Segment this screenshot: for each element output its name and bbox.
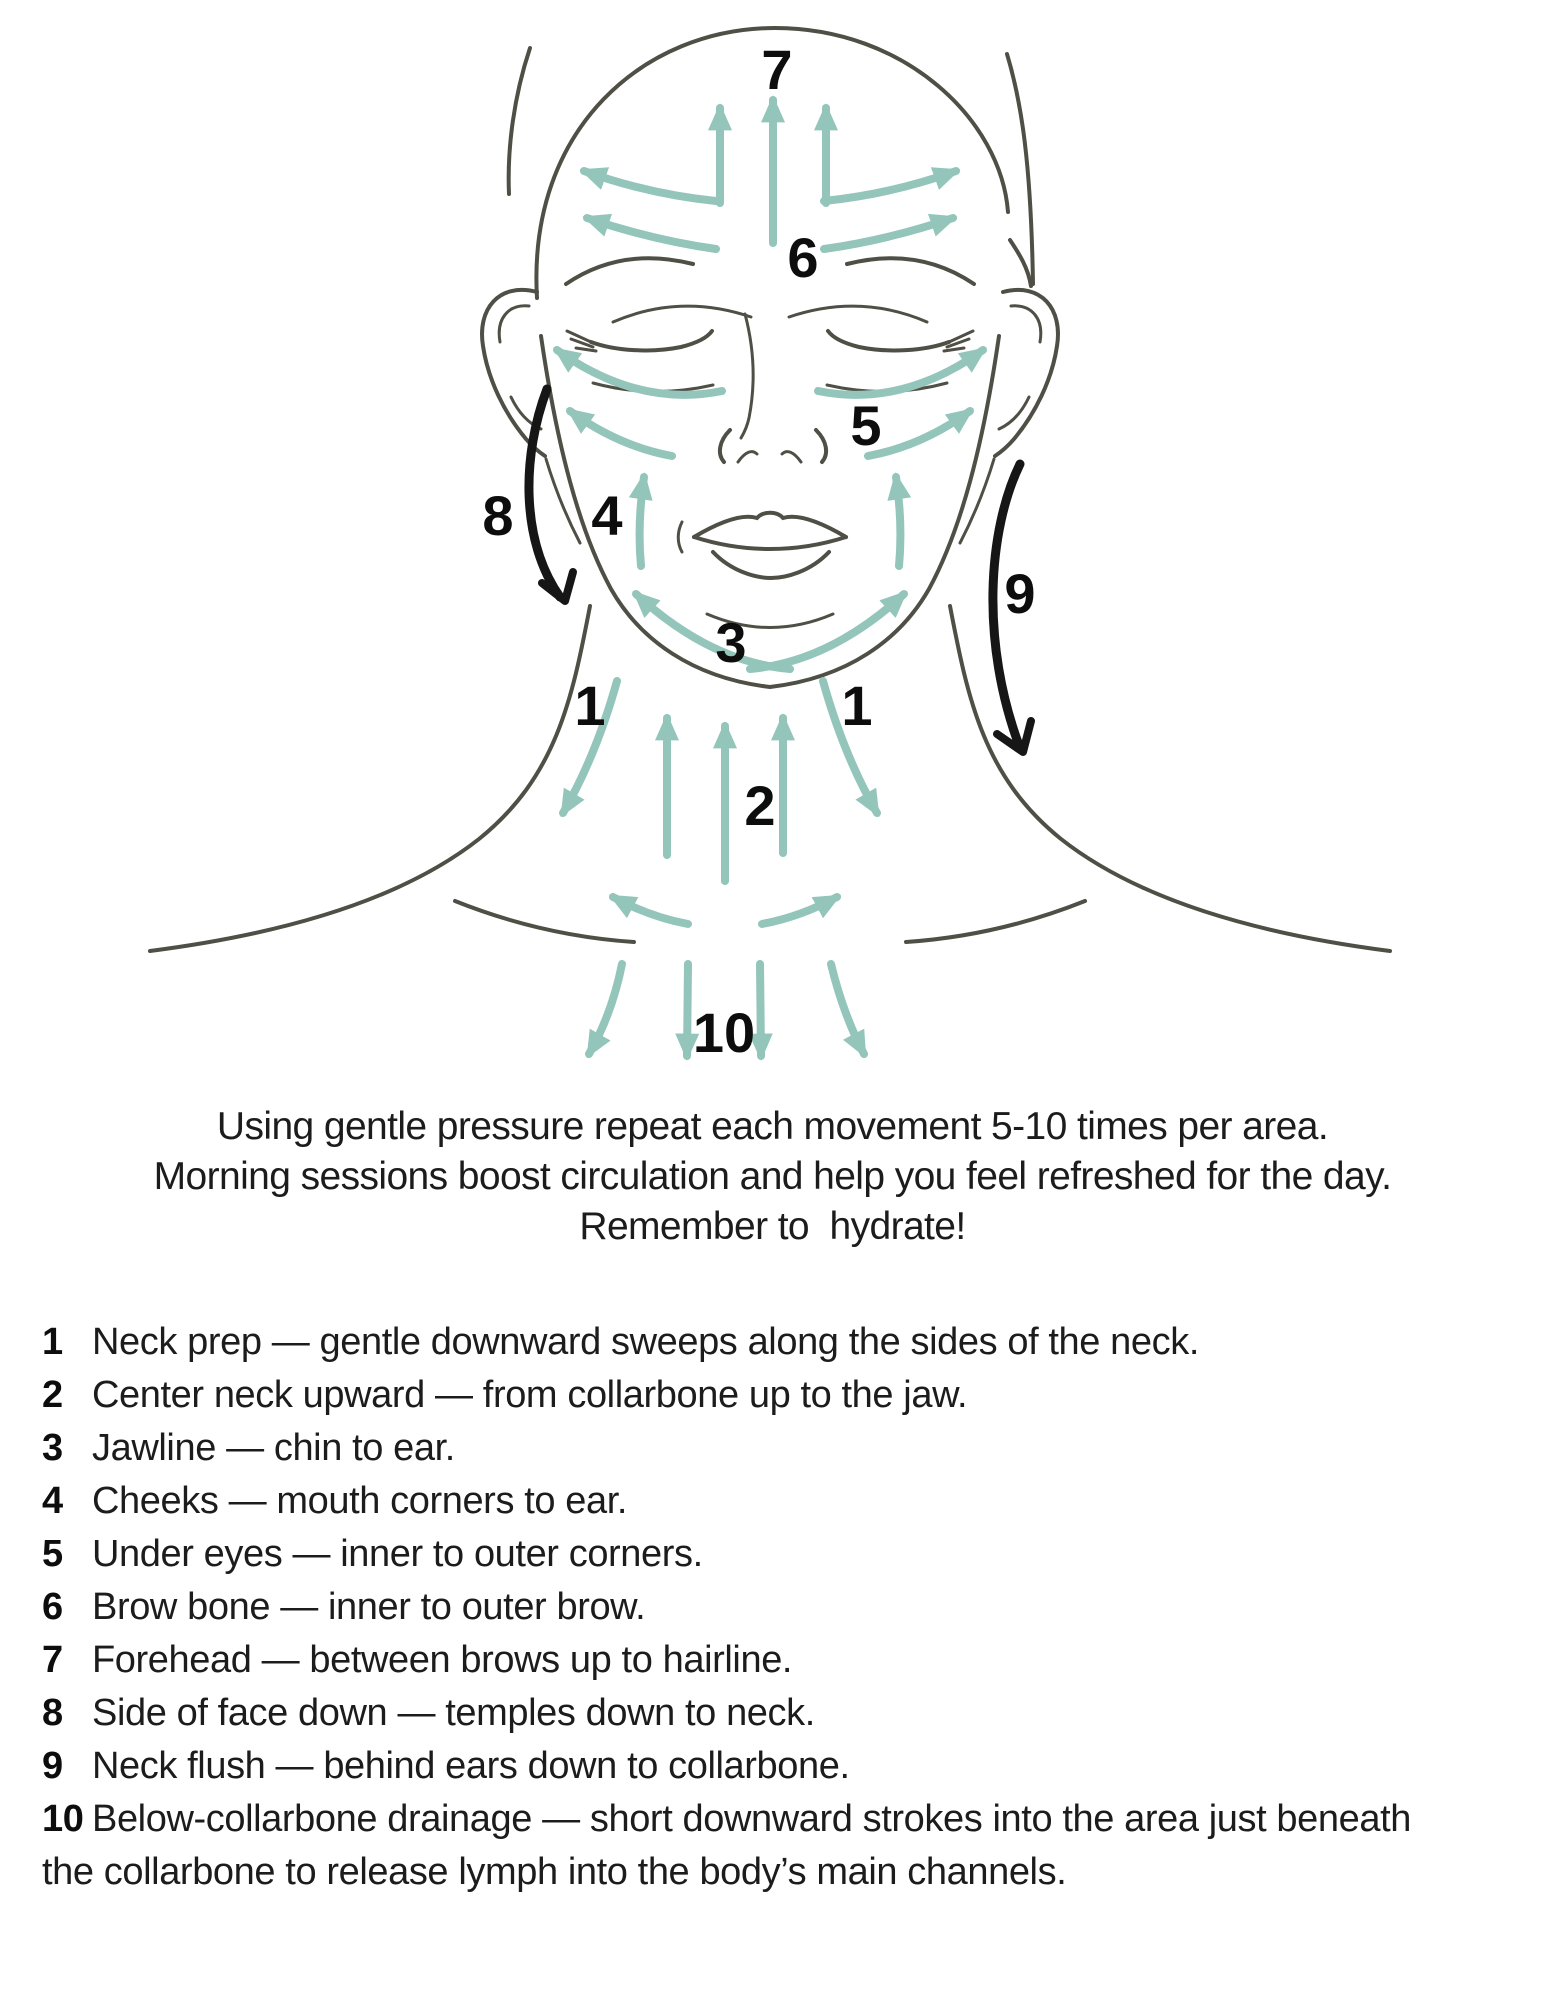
label-2: 2 bbox=[744, 774, 776, 837]
step-text: Brow bone — inner to outer brow. bbox=[92, 1586, 646, 1628]
list-item bbox=[42, 1528, 1442, 1581]
intro-line-1: Using gentle pressure repeat each movement 5-10 times per area. bbox=[216, 1105, 1329, 1148]
neck-side-arrows bbox=[563, 681, 877, 813]
list-item bbox=[42, 1316, 1442, 1369]
step-number: 3 bbox=[42, 1427, 63, 1469]
label-8: 8 bbox=[482, 484, 514, 547]
label-3: 3 bbox=[715, 611, 747, 674]
step-text: Center neck upward — from collarbone up to the jaw. bbox=[92, 1374, 968, 1416]
step-number: 9 bbox=[42, 1745, 63, 1787]
label-1-left: 1 bbox=[574, 674, 606, 737]
step-text: Neck prep — gentle downward sweeps along the sides of the neck. bbox=[92, 1321, 1200, 1363]
label-6: 6 bbox=[787, 226, 819, 289]
label-10: 10 bbox=[692, 1001, 756, 1064]
step-text: Cheeks — mouth corners to ear. bbox=[92, 1480, 628, 1522]
intro-line-3: Remember to hydrate! bbox=[579, 1205, 966, 1248]
step-number: 5 bbox=[42, 1533, 63, 1575]
step-number: 10 bbox=[42, 1798, 84, 1840]
list-item bbox=[42, 1581, 1442, 1634]
step-text: Neck flush — behind ears down to collarbone. bbox=[92, 1745, 850, 1787]
list-item bbox=[42, 1687, 1442, 1740]
list-item bbox=[42, 1475, 1442, 1528]
label-5: 5 bbox=[850, 394, 882, 457]
step-number: 1 bbox=[42, 1321, 63, 1363]
list-item bbox=[42, 1793, 1442, 1899]
cheek-arrows bbox=[640, 477, 901, 566]
step-number: 4 bbox=[42, 1480, 63, 1522]
step-list bbox=[42, 1316, 1442, 1899]
side-face-down-arrow bbox=[529, 389, 573, 601]
step-text: Jawline — chin to ear. bbox=[92, 1427, 455, 1469]
under-eye-arrows bbox=[557, 350, 983, 456]
label-1-right: 1 bbox=[841, 674, 873, 737]
step-text: Forehead — between brows up to hairline. bbox=[92, 1639, 793, 1681]
step-text: Side of face down — temples down to neck. bbox=[92, 1692, 815, 1734]
intro-paragraph bbox=[0, 1102, 1545, 1252]
list-item bbox=[42, 1369, 1442, 1422]
list-item bbox=[42, 1740, 1442, 1793]
list-item bbox=[42, 1422, 1442, 1475]
step-text: Below-collarbone drainage — short downward strokes into the area just beneath the collarbone to release lymph into the body’s main channels. bbox=[42, 1798, 1411, 1893]
step-text: Under eyes — inner to outer corners. bbox=[92, 1533, 703, 1575]
step-number: 8 bbox=[42, 1692, 63, 1734]
step-number: 2 bbox=[42, 1374, 63, 1416]
step-number: 7 bbox=[42, 1639, 63, 1681]
collarbone-out-arrows bbox=[613, 897, 837, 924]
forehead-arrows bbox=[720, 100, 826, 243]
label-4: 4 bbox=[591, 484, 623, 547]
label-7: 7 bbox=[761, 38, 793, 101]
step-number-labels bbox=[482, 38, 1035, 1064]
step-number: 6 bbox=[42, 1586, 63, 1628]
label-9: 9 bbox=[1004, 562, 1036, 625]
intro-line-2: Morning sessions boost circulation and help you feel refreshed for the day. bbox=[153, 1155, 1392, 1198]
list-item bbox=[42, 1634, 1442, 1687]
